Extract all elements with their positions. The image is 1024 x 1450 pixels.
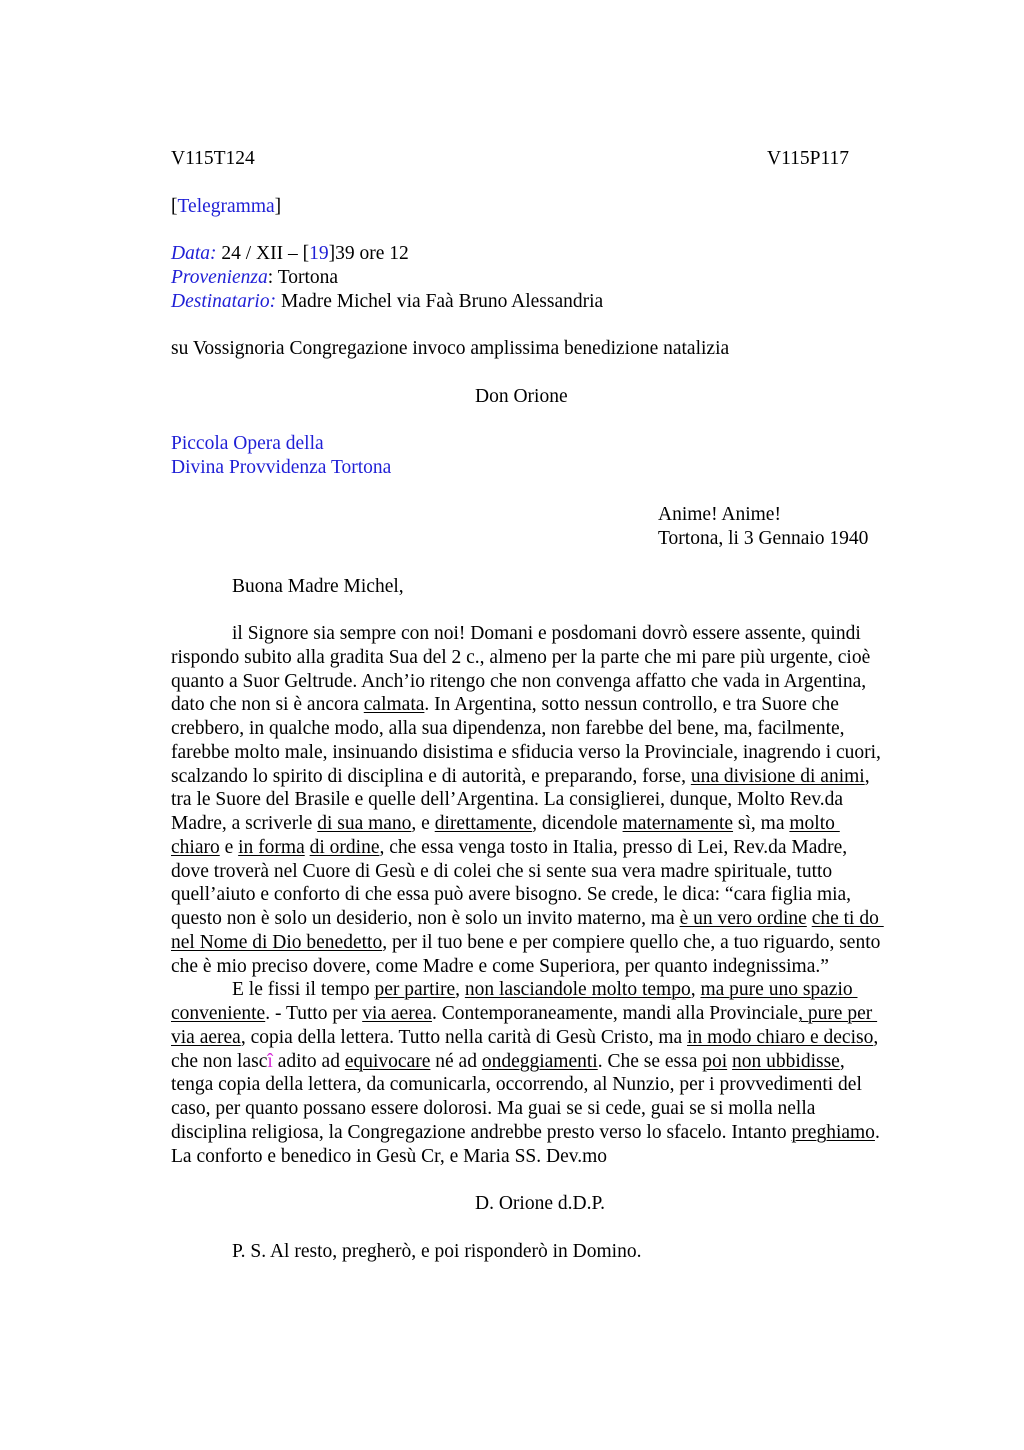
text: , e	[411, 813, 435, 834]
underlined-text: conveniente	[171, 1003, 266, 1024]
telegram-body: su Vossignoria Congregazione invoco amplissima benedizione natalizia	[171, 338, 730, 359]
underlined-text: è un vero ordine	[679, 908, 807, 929]
letter-line: caso, per quanto possano essere dolorosi. Ma guai se si cede, guai se si molla nella	[171, 1098, 816, 1119]
text: . - Tutto per	[265, 1003, 363, 1024]
underlined-text: che ti do	[811, 908, 884, 929]
letter-line: dove troverà nel Cuore di Gesù e di colei che si sente sua vera madre spirituale, tutto	[171, 861, 833, 882]
letter-line	[171, 766, 870, 788]
text: sì, ma	[733, 813, 790, 834]
telegram-type-label: Telegramma	[177, 196, 275, 217]
underlined-text: chiaro	[171, 837, 220, 858]
letterhead-line-1: Piccola Opera della	[171, 433, 324, 454]
letter-line	[171, 1027, 878, 1049]
letter-line: quell’aiuto e conforto di che essa può avere bisogno. Se crede, le dica: “cara figlia mia,	[171, 884, 852, 905]
letter-line: quanto a Suor Geltrude. Anch’io ritengo che non convenga affatto che vada in Argentina,	[171, 671, 867, 692]
letter-line	[171, 837, 847, 859]
letter-line	[171, 908, 884, 930]
letter-signature: D. Orione d.D.P.	[475, 1193, 605, 1214]
text: disciplina religiosa, la Congregazione andrebbe presto verso lo sfacelo. Intanto	[171, 1122, 792, 1143]
letter-motto: Anime! Anime!	[658, 504, 781, 525]
letter-line: tra le Suore del Brasile e quelle dell’Argentina. La consiglierei, dunque, Molto Rev.da	[171, 789, 844, 810]
letter-line: il Signore sia sempre con noi! Domani e posdomani dovrò essere assente, quindi	[232, 623, 861, 644]
letter-salutation: Buona Madre Michel,	[232, 576, 404, 597]
telegram-recipient	[171, 291, 603, 313]
text: che non lasc	[171, 1051, 268, 1072]
underlined-text: maternamente	[622, 813, 734, 834]
date-editorial: 19	[309, 243, 329, 264]
date-text: 24 / XII – [	[216, 243, 310, 264]
letter-line: rispondo subito alla gradita Sua del 2 c., almeno per la parte che mi pare più urgente, cioè	[171, 647, 871, 668]
text: scalzando lo spirito di disciplina e di autorità, e preparando, forse,	[171, 766, 691, 787]
origin-value: : Tortona	[267, 267, 339, 288]
text: Madre, a scriverle	[171, 813, 318, 834]
telegram-date	[171, 243, 409, 265]
text: , dicendole	[532, 813, 623, 834]
text: ,	[455, 979, 465, 1000]
letter-line	[171, 694, 839, 716]
letter-place-date: Tortona, li 3 Gennaio 1940	[658, 528, 869, 549]
document-code-left: V115T124	[171, 148, 255, 169]
telegram-origin	[171, 267, 338, 289]
text: ,	[839, 1051, 845, 1072]
telegram-type	[171, 196, 281, 218]
underlined-text: ma pure uno spazio	[700, 979, 858, 1000]
letter-line: tenga copia della lettera, da comunicarla, occorrendo, al Nunzio, per i provvedimenti del	[171, 1074, 862, 1095]
text: , copia della lettera. Tutto nella carità di Gesù Cristo, ma	[240, 1027, 688, 1048]
text: adito ad	[272, 1051, 345, 1072]
letter-line: farebbe molto male, insinuando disistima e sfiducia verso la Provinciale, inagrendo i cuori,	[171, 742, 881, 763]
letter-line	[171, 1122, 880, 1144]
underlined-text: preghiamo	[791, 1122, 875, 1143]
underlined-text: nel Nome di Dio benedetto	[171, 932, 383, 953]
telegram-signature: Don Orione	[475, 386, 568, 407]
bracket-close: ]	[274, 196, 282, 217]
letterhead-line-2: Divina Provvidenza Tortona	[171, 457, 392, 478]
letter-postscript: P. S. Al resto, pregherò, e poi risponderò in Domino.	[232, 1241, 642, 1262]
underlined-text: via aerea	[171, 1027, 241, 1048]
underlined-text: poi	[702, 1051, 728, 1072]
underlined-text: una divisione di animi	[690, 766, 865, 787]
letter-line	[232, 979, 858, 1001]
text: ,	[864, 766, 870, 787]
underlined-text: equivocare	[344, 1051, 431, 1072]
underlined-text: in modo chiaro e deciso	[687, 1027, 874, 1048]
date-label: Data:	[171, 243, 217, 264]
text: e	[219, 837, 239, 858]
bracket-open: [	[171, 196, 178, 217]
text: né ad	[430, 1051, 482, 1072]
letter-line	[171, 1051, 845, 1073]
document-code-right: V115P117	[767, 148, 849, 169]
text: . Contemporaneamente, mandi alla Provinciale	[432, 1003, 799, 1024]
letter-line: La conforto e benedico in Gesù Cr, e Maria SS. Dev.mo	[171, 1146, 608, 1167]
underlined-text: in forma	[238, 837, 305, 858]
letter-line	[171, 1003, 877, 1025]
underlined-text: , pure per	[798, 1003, 878, 1024]
text: , per il tuo bene e per compiere quello che, a tuo riguardo, sento	[382, 932, 881, 953]
underlined-text: non ubbidisse	[732, 1051, 840, 1072]
text: , che essa venga tosto in Italia, presso di Lei, Rev.da Madre,	[379, 837, 848, 858]
recipient-label: Destinatario:	[171, 291, 277, 312]
text: E le fissi il tempo	[232, 979, 375, 1000]
underlined-text: molto	[789, 813, 840, 834]
highlighted-character: î	[267, 1051, 273, 1072]
letter-line: crebbero, in qualche modo, alla sua dipendenza, non farebbe del bene, ma, facilmente,	[171, 718, 845, 739]
recipient-value: Madre Michel via Faà Bruno Alessandria	[276, 291, 604, 312]
text: . Che se essa	[597, 1051, 703, 1072]
underlined-text: direttamente	[434, 813, 533, 834]
letter-line	[171, 813, 840, 835]
underlined-text: non lasciandole molto tempo	[464, 979, 691, 1000]
text: ,	[690, 979, 701, 1000]
text: ,	[873, 1027, 879, 1048]
underlined-text: ondeggiamenti	[481, 1051, 598, 1072]
underlined-text: calmata	[363, 694, 425, 715]
underlined-text: via aerea	[362, 1003, 433, 1024]
date-text-end: ]39 ore 12	[328, 243, 409, 264]
underlined-text: di ordine	[309, 837, 380, 858]
text: .	[874, 1122, 880, 1143]
letter-line: che è mio preciso dovere, come Madre e come Superiora, per quanto indegnissima.”	[171, 956, 829, 977]
underlined-text: di sua mano	[317, 813, 412, 834]
origin-label: Provenienza	[171, 267, 268, 288]
text: dato che non si è ancora	[171, 694, 364, 715]
underlined-text: per partire	[374, 979, 456, 1000]
text: . In Argentina, sotto nessun controllo, e tra Suore che	[424, 694, 839, 715]
text: questo non è solo un desiderio, non è solo un invito materno, ma	[171, 908, 680, 929]
letter-line	[171, 932, 880, 954]
